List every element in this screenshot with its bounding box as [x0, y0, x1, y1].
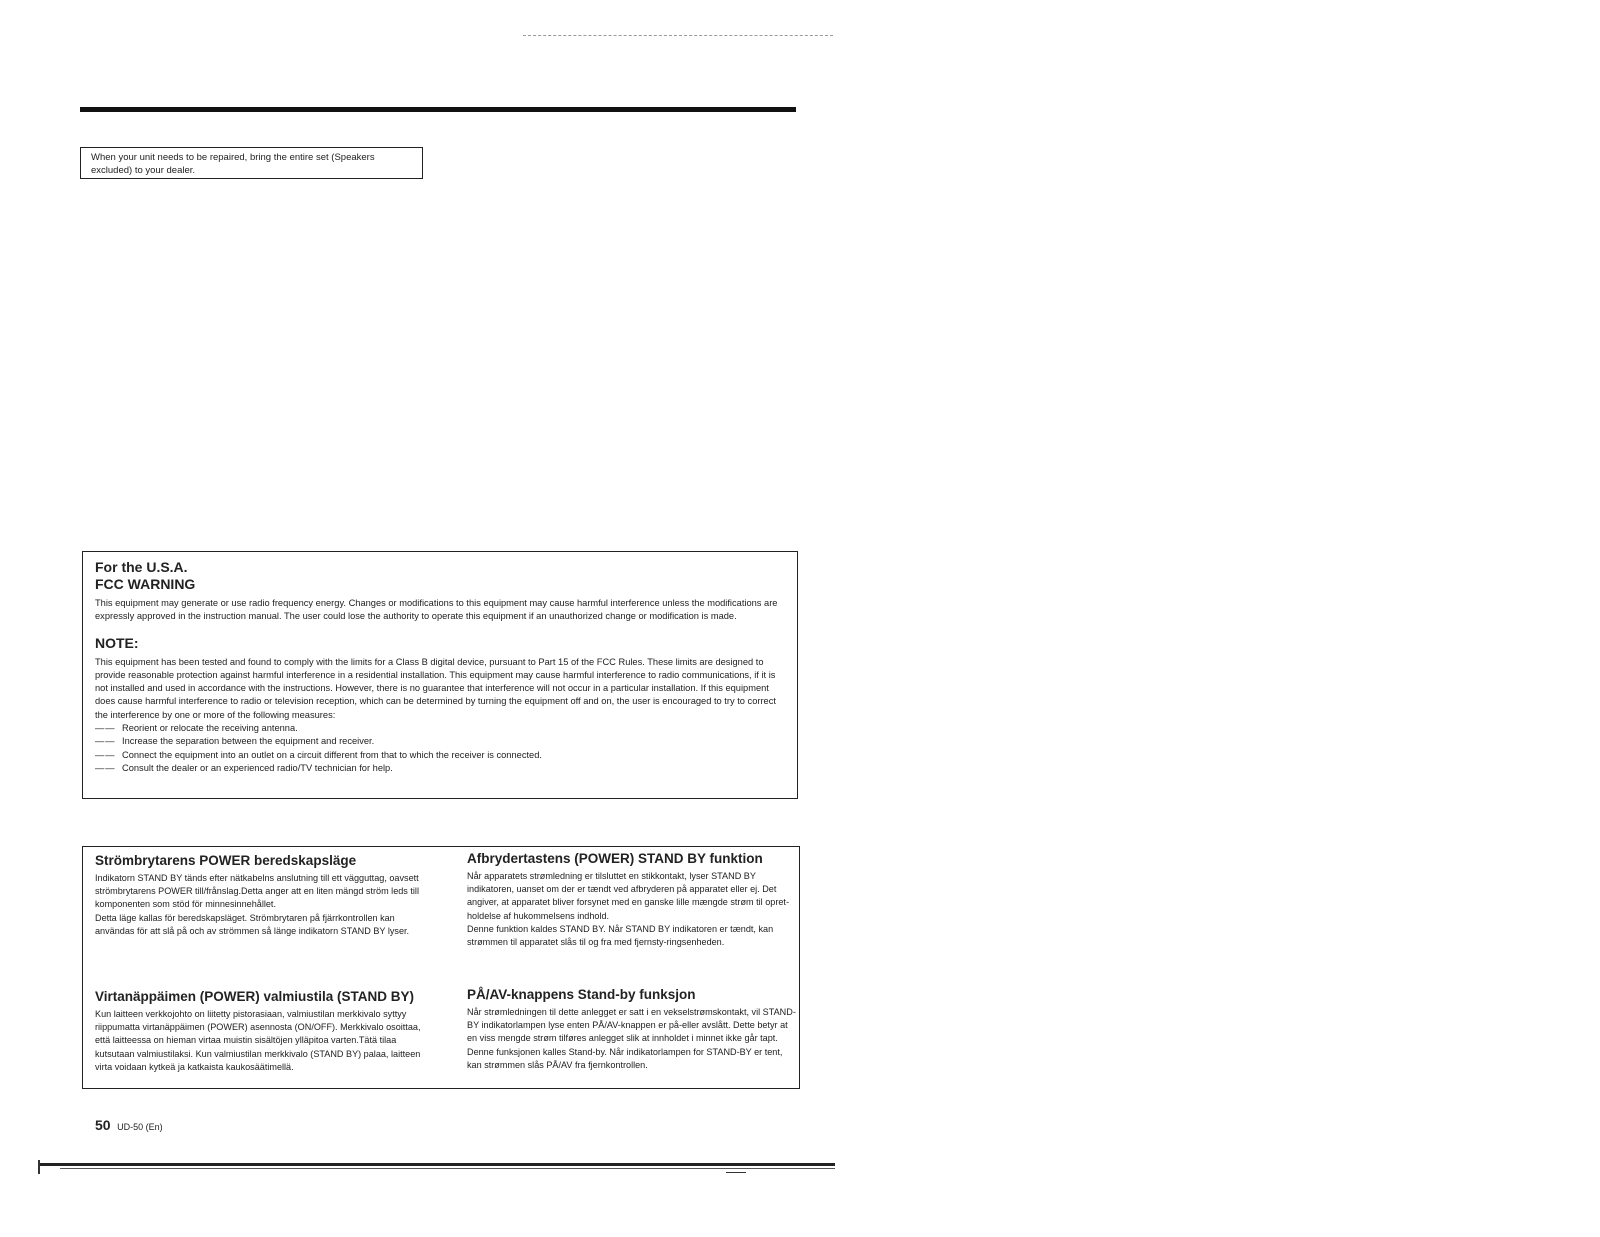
swedish-heading: Strömbrytarens POWER beredskapsläge: [95, 853, 357, 868]
fcc-measure-item: —— Consult the dealer or an experienced radio/TV technician for help.: [95, 762, 785, 775]
footer-rule-thick: [40, 1163, 835, 1166]
swedish-paragraph-2: Detta läge kallas för beredskapsläget. Strömbrytaren på fjärrkontrollen kan användas för att slå på och av strömmen så länge indikatorn STAND BY lyser.: [95, 912, 410, 936]
norwegian-heading: PÅ/AV-knappens Stand-by funksjon: [467, 987, 696, 1002]
danish-paragraph-2: Denne funktion kaldes STAND BY. Når STAND BY indikatoren er tændt, kan strømmen til apparatet slås til og fra med fjernsty-ringsenheden.: [467, 923, 774, 948]
fcc-warning-heading: FCC WARNING: [95, 576, 196, 592]
dash-mark: ——: [95, 723, 116, 734]
fcc-region-heading: For the U.S.A.: [95, 559, 188, 575]
norwegian-column: [467, 986, 797, 1072]
dash-mark: ——: [95, 736, 116, 747]
finnish-paragraph-1: Kun laitteen verkkojohto on liitetty pistorasiaan, valmiustilan merkkivalo syttyy riippumatta virtanäppäimen (POWER) asennosta (ON/OFF). Merkkivalo osoittaa, että laitteessa on hieman virtaa muistin sisältöjen ylläpitoa varten.Tätä tilaa kutsutaan valmiustilaksi. Kun valmiustilan merkkivalo (STAND BY) palaa, laitteen virta voidaan kytkeä ja katkaista kaukosäätimellä.: [95, 1009, 421, 1072]
fcc-section: [82, 551, 798, 799]
page-number: 50: [95, 1117, 111, 1133]
fcc-note-text: This equipment has been tested and found to comply with the limits for a Class B digital device, pursuant to Part 15 of the FCC Rules. These limits are designed to provide reasonable protection against harmful interference in a residential installation. This equipment may cause harmful interference to radio communications, if it is not installed and used in accordance with the instructions. However, there is no guarantee that interference will not occur in a particular installation. If this equipment does cause harmful interference to radio or television reception, which can be determined by turning the equipment off and on, the user is encouraged to try to correct the interference by one or more of the following measures:: [95, 656, 776, 720]
finnish-column: [95, 988, 425, 1074]
fcc-warning-text: This equipment may generate or use radio frequency energy. Changes or modifications to this equipment may cause harmful interference unless the modifications are expressly approved in the instruction manual. The user could lose the authority to operate this equipment if an unauthorized change or modification is made.: [95, 598, 778, 622]
danish-heading: Afbrydertastens (POWER) STAND BY funktion: [467, 851, 763, 866]
header-rule: [80, 107, 796, 112]
swedish-paragraph-1: Indikatorn STAND BY tänds efter nätkabelns anslutning till ett vägguttag, oavsett strömbrytarens POWER till/frånslag.Detta anger att en liten mängd ström leds till komponenten som stöd för minnesinnehållet.: [95, 873, 419, 910]
repair-notice-box: [80, 147, 423, 179]
fcc-measure-item: —— Reorient or relocate the receiving antenna.: [95, 722, 785, 735]
fcc-measure-item: —— Increase the separation between the equipment and receiver.: [95, 735, 785, 748]
dash-mark: ——: [95, 749, 116, 760]
fcc-measures-list: [95, 722, 785, 775]
page-footer: [95, 1117, 163, 1133]
dash-mark: ——: [95, 762, 116, 773]
fcc-note-heading: NOTE:: [95, 634, 139, 651]
top-dashed-rule: [523, 35, 833, 36]
fcc-measure-item: —— Connect the equipment into an outlet on a circuit different from that to which the receiver is connected.: [95, 749, 785, 762]
swedish-column: [95, 852, 425, 938]
danish-column: [467, 850, 797, 949]
norwegian-paragraph-1: Når strømledningen til dette anlegget er satt i en vekselstrømskontakt, vil STAND-BY indikatorlampen lyse enten PÅ/AV-knappen er på-eller avslått. Dette betyr at en viss mengde strøm tilføres anlegget slik at innholdet i minnet ikke går tapt.: [467, 1007, 796, 1044]
footer-rule-short: [726, 1172, 746, 1173]
footer-rule-thin: [60, 1168, 835, 1169]
norwegian-paragraph-2: Denne funksjonen kalles Stand-by. Når indikatorlampen for STAND-BY er tent, kan strømmen slås PÅ/AV fra fjernkontrollen.: [467, 1046, 783, 1070]
nordic-box-right-border: [799, 846, 800, 1089]
model-label: UD-50 (En): [117, 1122, 163, 1132]
finnish-heading: Virtanäppäimen (POWER) valmiustila (STAND BY): [95, 989, 415, 1004]
repair-notice-text: When your unit needs to be repaired, bring the entire set (Speakers excluded) to your dealer.: [91, 152, 375, 176]
danish-paragraph-1: Når apparatets strømledning er tilsluttet en stikkontakt, lyser STAND BY indikatoren, uanset om der er tændt ved afbryderen på apparatet eller ej. Det angiver, at apparatet bliver forsynet med en ganske lille mængde strøm til opret-holdelse af hukommelsens indhold.: [467, 871, 789, 921]
